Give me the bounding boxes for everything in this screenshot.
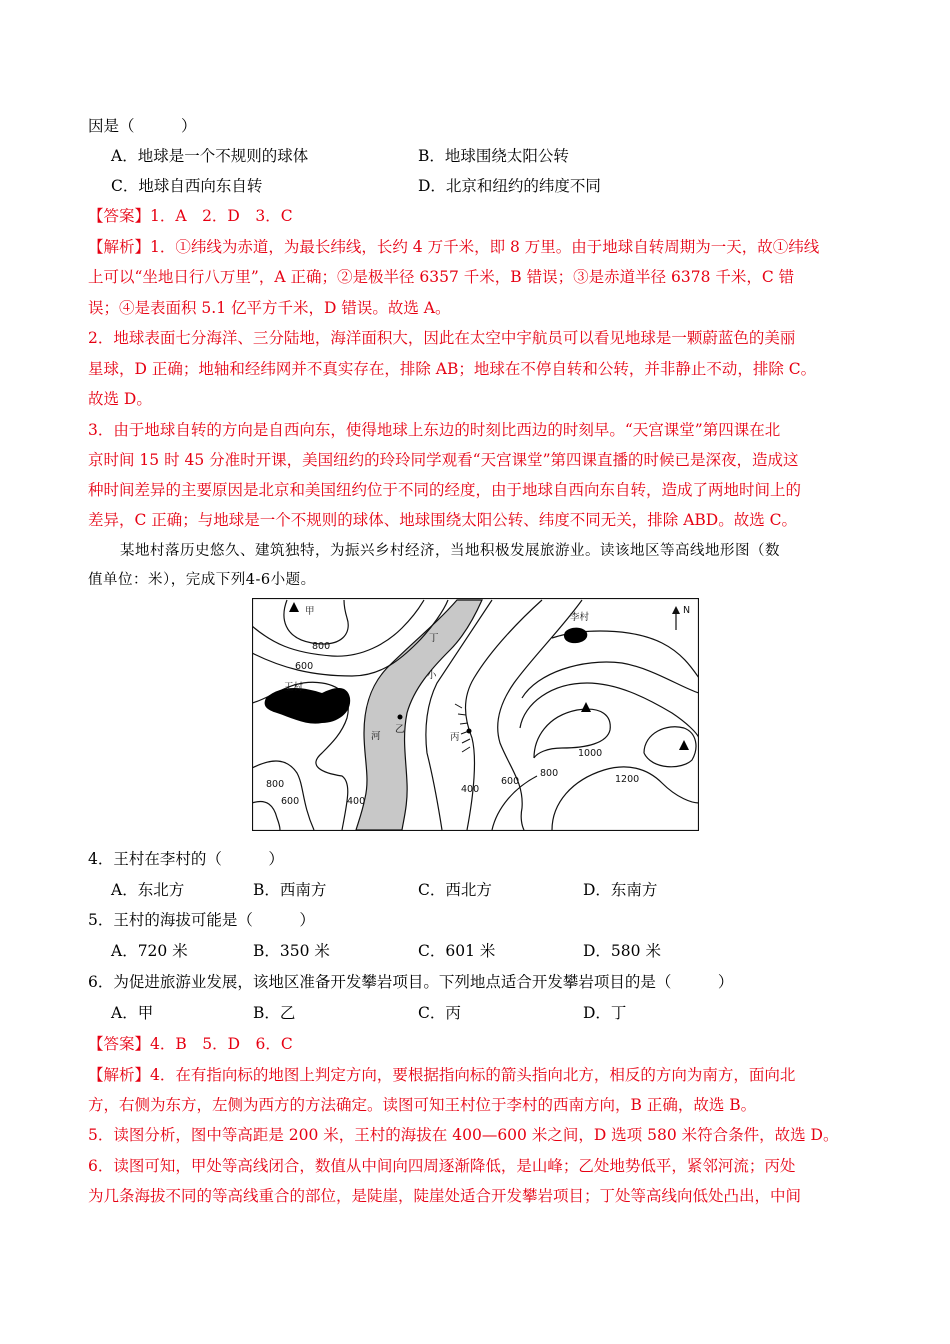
q6-option-d: D．丁 bbox=[583, 1004, 627, 1022]
intro-line: 值单位：米），完成下列4-6小题。 bbox=[88, 572, 316, 588]
q5-option-c: C．601 米 bbox=[418, 942, 496, 960]
answer-text: 1．A 2．D 3．C bbox=[150, 207, 293, 225]
analysis-4-6-line: 方，右侧为东方，左侧为西方的方法确定。读图可知王村位于李村的西南方向，B 正确，故选 B。 bbox=[88, 1096, 757, 1114]
label-ding: 丁 bbox=[429, 633, 439, 644]
q3-option-c: C．地球自西向东自转 bbox=[111, 177, 263, 195]
analysis-text: 4．在有指向标的地图上判定方向，要根据指向标的箭头指向北方，相反的方向为南方，面向北 bbox=[150, 1066, 796, 1084]
q4-option-d: D．东南方 bbox=[583, 881, 658, 899]
q4-option-c: C．西北方 bbox=[418, 881, 492, 899]
q4-option-a: A．东北方 bbox=[111, 881, 185, 899]
question-6-stem: 6．为促进旅游业发展，该地区准备开发攀岩项目。下列地点适合开发攀岩项目的是（ ） bbox=[88, 973, 734, 991]
answer-1-3 bbox=[88, 206, 293, 226]
contour-label: 600 bbox=[281, 796, 300, 807]
point-yi bbox=[398, 715, 403, 720]
answer-tag: 【答案】 bbox=[88, 207, 151, 225]
analysis-1-3-line: 星球，D 正确；地轴和经纬网并不真实存在，排除 AB；地球在不停自转和公转，并非静止不动，排除 C。 bbox=[88, 360, 817, 378]
contour-map bbox=[252, 598, 699, 831]
analysis-tag: 【解析】 bbox=[88, 1066, 151, 1084]
analysis-4-6-line: 为几条海拔不同的等高线重合的部位，是陡崖，陡崖处适合开发攀岩项目；丁处等高线向低处凸出，中间 bbox=[88, 1187, 802, 1205]
contour-label: 800 bbox=[266, 779, 285, 790]
intro-line: 某地村落历史悠久、建筑独特，为振兴乡村经济，当地积极发展旅游业。读该地区等高线地形图（数 bbox=[120, 543, 780, 559]
q4-option-b: B．西南方 bbox=[253, 881, 327, 899]
contour-label: 800 bbox=[540, 768, 559, 779]
label-bing: 丙 bbox=[450, 732, 460, 743]
answer-tag: 【答案】 bbox=[88, 1035, 151, 1053]
analysis-tag: 【解析】 bbox=[88, 238, 151, 256]
contour-label: 800 bbox=[312, 641, 331, 652]
analysis-1-3-line: 误；④是表面积 5.1 亿平方千米，D 错误。故选 A。 bbox=[88, 299, 451, 317]
contour-label: 400 bbox=[347, 796, 366, 807]
q5-option-a: A．720 米 bbox=[111, 942, 188, 960]
analysis-4-6-line: 5．读图分析，图中等高距是 200 米，王村的海拔在 400—600 米之间，D 选项 580 米符合条件，故选 D。 bbox=[88, 1126, 839, 1144]
analysis-1-3-line: 上可以“坐地日行八万里”，A 正确；②是极半径 6357 千米，B 错误；③是赤道半径 6378 千米，C 错 bbox=[88, 268, 795, 286]
analysis-1-3-line: 故选 D。 bbox=[88, 390, 152, 408]
q6-option-c: C．丙 bbox=[418, 1004, 461, 1022]
q6-option-a: A．甲 bbox=[111, 1004, 154, 1022]
question-5-stem: 5．王村的海拔可能是（ ） bbox=[88, 911, 315, 929]
analysis-1-3-line: 京时间 15 时 45 分准时开课，美国纽约的玲玲同学观看“天宫课堂”第四课直播的时候已是深夜，造成这 bbox=[88, 451, 799, 469]
label-yi: 乙 bbox=[395, 724, 405, 735]
q6-option-b: B．乙 bbox=[253, 1004, 296, 1022]
question-4-stem: 4．王村在李村的（ ） bbox=[88, 850, 284, 868]
analysis-1-3-line: 3．由于地球自转的方向是自西向东，使得地球上东边的时刻比西边的时刻早。“天宫课堂”第四课在北 bbox=[88, 421, 781, 439]
analysis-4-6-line bbox=[88, 1065, 795, 1085]
analysis-1-3-line: 2．地球表面七分海洋、三分陆地，海洋面积大，因此在太空中宇航员可以看见地球是一颗蔚蓝色的美丽 bbox=[88, 329, 796, 347]
q5-option-d: D．580 米 bbox=[583, 942, 661, 960]
analysis-4-6-line: 6．读图可知，甲处等高线闭合，数值从中间向四周逐渐降低，是山峰；乙处地势低平，紧邻河流；丙处 bbox=[88, 1157, 796, 1175]
q3-option-b: B．地球围绕太阳公转 bbox=[418, 147, 569, 165]
analysis-1-3-line: 种时间差异的主要原因是北京和美国纽约位于不同的经度，由于地球自西向东自转，造成了两地时间上的 bbox=[88, 481, 802, 499]
label-licun: 李村 bbox=[570, 612, 590, 623]
label-xiao: 小 bbox=[427, 670, 437, 681]
answer-text: 4．B 5．D 6．C bbox=[150, 1035, 293, 1053]
label-he: 河 bbox=[371, 731, 381, 742]
contour-label: 600 bbox=[501, 776, 520, 787]
label-wangcun: 王村 bbox=[284, 682, 304, 693]
answer-4-6 bbox=[88, 1034, 293, 1054]
analysis-text: 1．①纬线为赤道，为最长纬线，长约 4 万千米，即 8 万里。由于地球自转周期为一天，故①纬线 bbox=[150, 238, 820, 256]
contour-label: 600 bbox=[295, 661, 314, 672]
analysis-1-3-line bbox=[88, 237, 819, 257]
contour-label: 400 bbox=[461, 784, 480, 795]
point-bing bbox=[467, 729, 472, 734]
q3-option-d: D．北京和纽约的纬度不同 bbox=[418, 177, 601, 195]
contour-label: 1200 bbox=[615, 774, 640, 785]
analysis-1-3-line: 差异，C 正确；与地球是一个不规则的球体、地球围绕太阳公转、纬度不同无关，排除 ABD。故选 C。 bbox=[88, 511, 798, 529]
north-label: N bbox=[683, 605, 691, 616]
contour-label: 1000 bbox=[578, 748, 603, 759]
q5-option-b: B．350 米 bbox=[253, 942, 330, 960]
label-jia: 甲 bbox=[305, 606, 315, 617]
question-3-stem-tail: 因是（ ） bbox=[88, 117, 197, 135]
q3-option-a: A．地球是一个不规则的球体 bbox=[111, 147, 309, 165]
